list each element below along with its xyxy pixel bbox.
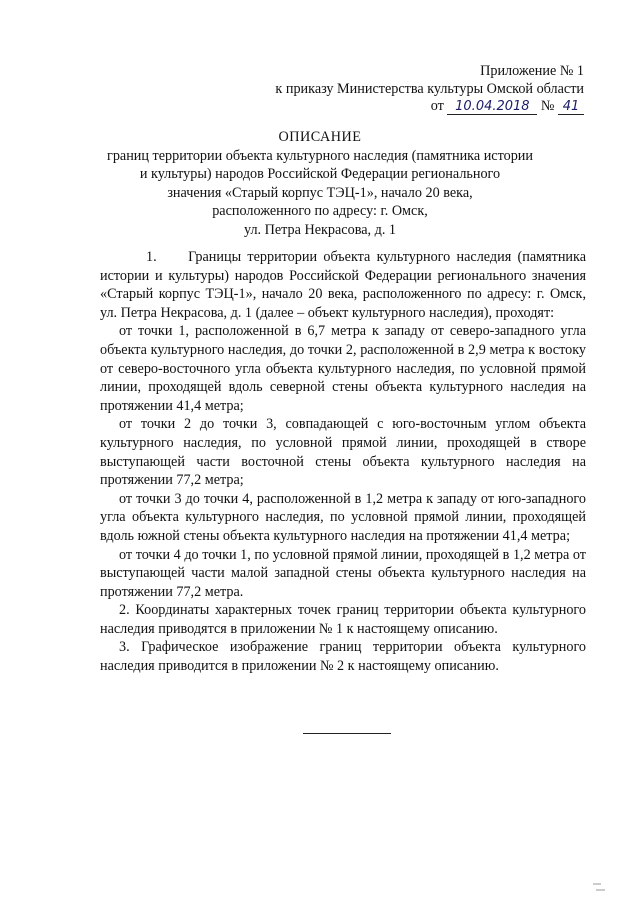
order-reference: к приказу Министерства культуры Омской области (275, 81, 584, 97)
number-prefix: № (540, 98, 555, 114)
title-line: и культуры) народов Российской Федерации регионального (139, 166, 501, 183)
handwritten-date: 10.04.2018 (447, 100, 537, 115)
paragraph-segment-4: от точки 4 до точки 1, по условной прямой линии, проходящей в 1,2 метра от выступающей части малой западной стены объекта культурного наследия на протяжении 77,2 метра. (100, 546, 586, 600)
page-corner-mark (592, 882, 606, 892)
paragraph-segment-1: от точки 1, расположенной в 6,7 метра к западу от северо-западного угла объекта культурного наследия, до точки 2, расположенной в 2,9 метра к востоку от северо-восточного угла объекта культурного наследия, по условной прямой линии, проходящей вдоль северной стены объекта культурного наследия на протяжении 41,4 метра; (100, 323, 586, 414)
appendix-label: Приложение № 1 (480, 63, 584, 79)
document-title (60, 128, 580, 240)
title-line: ул. Петра Некрасова, д. 1 (243, 221, 397, 238)
title-line: границ территории объекта культурного наследия (памятника истории (107, 147, 533, 164)
paragraph-1: 1. Границы территории объекта культурного наследия (памятника истории и культуры) народов Российской Федерации регионального значения «Старый корпус ТЭЦ-1», начало 20 века, расположенного по адресу: г. Омск, ул. Петра Некрасова, д. 1 (далее – объект культурного наследия), проходят: (100, 249, 586, 321)
paragraph-segment-3: от точки 3 до точки 4, расположенной в 1,2 метра к западу от юго-западного угла объекта культурного наследия, по условной прямой линии, проходящей вдоль южной стены объекта культурного наследия на протяжении 41,4 метра; (100, 490, 586, 544)
order-date-line (431, 97, 584, 115)
paragraph-2: 2. Координаты характерных точек границ территории объекта культурного наследия приводятся в приложении № 1 к настоящему описанию. (100, 602, 586, 637)
handwritten-order-number: 41 (558, 100, 584, 115)
document-body (100, 248, 586, 676)
title-heading: ОПИСАНИЕ (278, 129, 362, 145)
end-rule (303, 733, 391, 734)
title-line: расположенного по адресу: г. Омск, (212, 203, 428, 220)
paragraph-3: 3. Графическое изображение границ территории объекта культурного наследия приводится в приложении № 2 к настоящему описанию. (100, 639, 586, 675)
date-prefix: от (430, 98, 444, 114)
paragraph-segment-2: от точки 2 до точки 3, совпадающей с юго-восточным углом объекта культурного наследия, по условной прямой линии, проходящей в створе выступающей части восточной стены объекта культурного наследия на протяжении 77,2 метра; (100, 416, 586, 489)
title-line: значения «Старый корпус ТЭЦ-1», начало 20 века, (167, 184, 473, 201)
